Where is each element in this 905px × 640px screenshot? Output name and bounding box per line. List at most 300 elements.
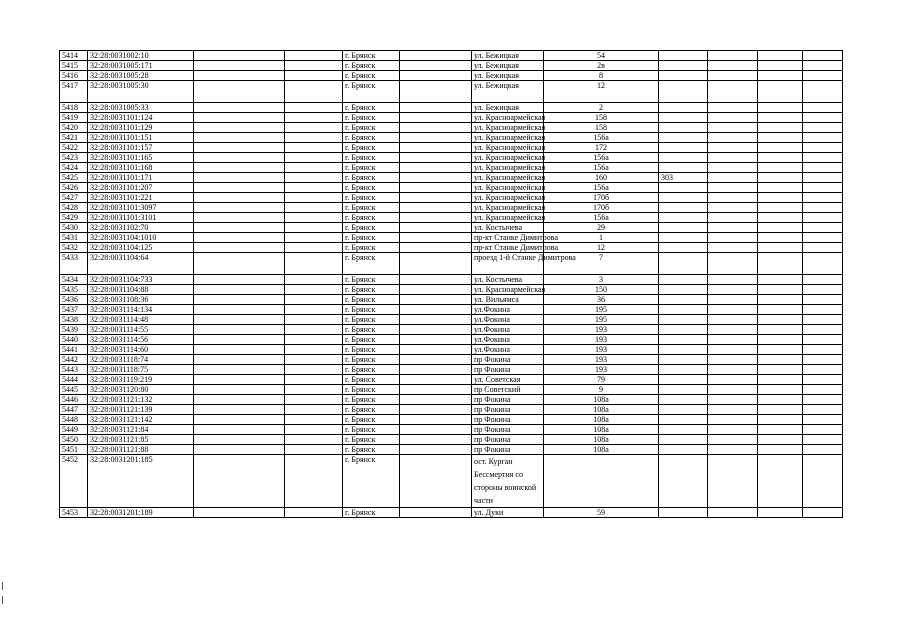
extra-number-cell <box>659 365 708 375</box>
house-number-cell <box>544 173 659 183</box>
city-cell <box>343 415 400 425</box>
empty-cell <box>803 425 843 435</box>
cadastral-number-cell <box>88 203 194 213</box>
table-row <box>60 243 843 253</box>
cadastral-number-cell <box>88 345 194 355</box>
cadastral-number-text: 32:28:0031120:80 <box>90 385 149 394</box>
empty-cell <box>285 335 343 345</box>
empty-cell <box>285 183 343 193</box>
street-cell <box>472 425 544 435</box>
cadastral-number-text: 32:28:0031005:171 <box>90 61 153 70</box>
house-number-text: 2в <box>597 61 605 70</box>
row-number-text: 5430 <box>62 223 78 232</box>
street-cell <box>472 183 544 193</box>
street-cell <box>472 51 544 61</box>
street-cell <box>472 113 544 123</box>
row-number-text: 5443 <box>62 365 78 374</box>
cadastral-number-text: 32:28:0031104:733 <box>90 275 153 284</box>
table-row <box>60 163 843 173</box>
extra-number-cell <box>659 253 708 275</box>
extra-number-cell <box>659 113 708 123</box>
empty-cell <box>708 71 758 81</box>
street-cell <box>472 275 544 285</box>
street-text: ул.Фокина <box>474 345 510 354</box>
row-number-cell <box>60 253 88 275</box>
house-number-text: 193 <box>595 345 607 354</box>
row-number-cell <box>60 395 88 405</box>
table-row <box>60 173 843 183</box>
house-number-text: 3 <box>599 275 603 284</box>
house-number-text: 1 <box>599 233 603 242</box>
empty-cell <box>708 103 758 113</box>
row-number-text: 5453 <box>62 508 78 517</box>
row-number-text: 5417 <box>62 81 78 90</box>
row-number-cell <box>60 455 88 508</box>
empty-cell <box>758 325 803 335</box>
city-text: г. Брянск <box>345 173 376 182</box>
street-text: ул. Красноармейская <box>474 143 546 152</box>
empty-cell <box>194 405 285 415</box>
cadastral-number-cell <box>88 355 194 365</box>
street-cell <box>472 385 544 395</box>
city-cell <box>343 508 400 518</box>
empty-cell <box>803 445 843 455</box>
empty-cell <box>708 445 758 455</box>
city-text: г. Брянск <box>345 183 376 192</box>
city-text: г. Брянск <box>345 415 376 424</box>
city-cell <box>343 315 400 325</box>
house-number-cell <box>544 405 659 415</box>
city-cell <box>343 71 400 81</box>
city-cell <box>343 365 400 375</box>
empty-cell <box>708 123 758 133</box>
street-cell <box>472 285 544 295</box>
empty-cell <box>400 163 472 173</box>
street-text: ул. Бежицкая <box>474 61 519 70</box>
cadastral-number-cell <box>88 113 194 123</box>
table-row <box>60 71 843 81</box>
empty-cell <box>803 375 843 385</box>
cadastral-number-cell <box>88 51 194 61</box>
empty-cell <box>400 375 472 385</box>
address-registry-table <box>59 50 843 518</box>
empty-cell <box>194 233 285 243</box>
house-number-text: 108а <box>593 415 609 424</box>
empty-cell <box>285 345 343 355</box>
house-number-text: 170б <box>592 193 610 202</box>
street-text: пр-кт Станке Димитрова <box>474 233 559 242</box>
empty-cell <box>194 445 285 455</box>
city-text: г. Брянск <box>345 355 376 364</box>
table-row <box>60 213 843 223</box>
house-number-text: 12 <box>597 243 605 252</box>
empty-cell <box>400 173 472 183</box>
house-number-text: 158 <box>595 113 607 122</box>
cadastral-number-cell <box>88 325 194 335</box>
empty-cell <box>758 71 803 81</box>
street-cell <box>472 395 544 405</box>
empty-cell <box>285 415 343 425</box>
city-text: г. Брянск <box>345 163 376 172</box>
street-cell <box>472 508 544 518</box>
empty-cell <box>708 143 758 153</box>
cadastral-number-cell <box>88 213 194 223</box>
row-number-text: 5448 <box>62 415 78 424</box>
cadastral-number-cell <box>88 163 194 173</box>
empty-cell <box>285 253 343 275</box>
cadastral-number-cell <box>88 193 194 203</box>
table-row <box>60 345 843 355</box>
table-row <box>60 315 843 325</box>
extra-number-cell <box>659 508 708 518</box>
street-cell <box>472 153 544 163</box>
empty-cell <box>708 385 758 395</box>
row-number-text: 5436 <box>62 295 78 304</box>
street-text: ул. Красноармейская <box>474 213 546 222</box>
row-number-text: 5433 <box>62 253 78 262</box>
empty-cell <box>194 123 285 133</box>
empty-cell <box>803 455 843 508</box>
city-cell <box>343 233 400 243</box>
empty-cell <box>285 455 343 508</box>
cadastral-number-cell <box>88 425 194 435</box>
empty-cell <box>400 223 472 233</box>
table-row <box>60 445 843 455</box>
street-cell <box>472 345 544 355</box>
row-number-text: 5439 <box>62 325 78 334</box>
empty-cell <box>708 355 758 365</box>
empty-cell <box>708 375 758 385</box>
row-number-cell <box>60 435 88 445</box>
city-text: г. Брянск <box>345 385 376 394</box>
row-number-text: 5425 <box>62 173 78 182</box>
cadastral-number-text: 32:28:0031101:124 <box>90 113 153 122</box>
street-cell <box>472 295 544 305</box>
empty-cell <box>758 223 803 233</box>
empty-cell <box>194 243 285 253</box>
street-text: пр Фокина <box>474 435 511 444</box>
empty-cell <box>194 71 285 81</box>
extra-number-cell <box>659 335 708 345</box>
row-number-text: 5424 <box>62 163 78 172</box>
cadastral-number-cell <box>88 103 194 113</box>
empty-cell <box>285 51 343 61</box>
cadastral-number-text: 32:28:0031104:1010 <box>90 233 157 242</box>
empty-cell <box>803 71 843 81</box>
street-text: ул. Красноармейская <box>474 285 546 294</box>
row-number-text: 5426 <box>62 183 78 192</box>
empty-cell <box>400 425 472 435</box>
empty-cell <box>803 183 843 193</box>
city-text: г. Брянск <box>345 103 376 112</box>
table-row <box>60 223 843 233</box>
street-text: ул. Костычева <box>474 223 522 232</box>
house-number-cell <box>544 315 659 325</box>
empty-cell <box>758 133 803 143</box>
extra-number-cell <box>659 355 708 365</box>
row-number-text: 5427 <box>62 193 78 202</box>
extra-number-cell <box>659 285 708 295</box>
table-row <box>60 233 843 243</box>
empty-cell <box>285 203 343 213</box>
empty-cell <box>400 415 472 425</box>
empty-cell <box>194 143 285 153</box>
empty-cell <box>194 455 285 508</box>
row-number-cell <box>60 335 88 345</box>
table-row <box>60 325 843 335</box>
empty-cell <box>708 153 758 163</box>
house-number-cell <box>544 415 659 425</box>
city-cell <box>343 455 400 508</box>
empty-cell <box>708 61 758 71</box>
extra-number-cell <box>659 183 708 193</box>
empty-cell <box>400 455 472 508</box>
row-number-text: 5415 <box>62 61 78 70</box>
street-text: ул.Фокина <box>474 305 510 314</box>
table-row <box>60 455 843 508</box>
extra-number-cell <box>659 295 708 305</box>
cadastral-number-text: 32:28:0031005:33 <box>90 103 149 112</box>
row-number-text: 5423 <box>62 153 78 162</box>
cadastral-number-text: 32:28:0031121:139 <box>90 405 153 414</box>
empty-cell <box>803 243 843 253</box>
table-row <box>60 123 843 133</box>
row-number-text: 5445 <box>62 385 78 394</box>
street-text: ул. Красноармейская <box>474 133 546 142</box>
empty-cell <box>400 233 472 243</box>
empty-cell <box>285 243 343 253</box>
empty-cell <box>758 508 803 518</box>
empty-cell <box>758 213 803 223</box>
street-text: пр Фокина <box>474 415 511 424</box>
empty-cell <box>285 435 343 445</box>
empty-cell <box>708 133 758 143</box>
row-number-cell <box>60 61 88 71</box>
row-number-cell <box>60 295 88 305</box>
empty-cell <box>708 455 758 508</box>
empty-cell <box>758 425 803 435</box>
empty-cell <box>758 285 803 295</box>
street-cell <box>472 233 559 243</box>
street-text: пр Фокина <box>474 395 511 404</box>
street-cell <box>472 405 544 415</box>
extra-number-cell <box>659 405 708 415</box>
street-text: пр Фокина <box>474 405 511 414</box>
house-number-cell <box>544 335 659 345</box>
city-cell <box>343 243 400 253</box>
street-text: ул. Красноармейская <box>474 193 546 202</box>
city-text: г. Брянск <box>345 275 376 284</box>
empty-cell <box>803 395 843 405</box>
row-number-cell <box>60 103 88 113</box>
row-number-text: 5435 <box>62 285 78 294</box>
table-row <box>60 103 843 113</box>
house-number-cell <box>544 223 659 233</box>
empty-cell <box>285 385 343 395</box>
cadastral-number-text: 32:28:0031114:134 <box>90 305 153 314</box>
cadastral-number-text: 32:28:0031118:75 <box>90 365 149 374</box>
street-cell <box>472 305 544 315</box>
empty-cell <box>708 163 758 173</box>
house-number-cell <box>544 183 659 193</box>
empty-cell <box>708 325 758 335</box>
city-cell <box>343 203 400 213</box>
empty-cell <box>285 123 343 133</box>
cadastral-number-cell <box>88 71 194 81</box>
empty-cell <box>708 415 758 425</box>
extra-number-cell <box>659 455 708 508</box>
empty-cell <box>400 133 472 143</box>
empty-cell <box>285 305 343 315</box>
empty-cell <box>758 183 803 193</box>
table-row <box>60 365 843 375</box>
extra-number-cell <box>659 233 708 243</box>
empty-cell <box>803 163 843 173</box>
cadastral-number-text: 32:28:0031121:142 <box>90 415 153 424</box>
extra-number-cell <box>659 103 708 113</box>
house-number-text: 156а <box>593 213 609 222</box>
city-text: г. Брянск <box>345 435 376 444</box>
house-number-cell <box>544 193 659 203</box>
empty-cell <box>758 253 803 275</box>
empty-cell <box>194 365 285 375</box>
house-number-cell <box>544 203 659 213</box>
city-text: г. Брянск <box>345 305 376 314</box>
house-number-cell <box>544 425 659 435</box>
empty-cell <box>708 295 758 305</box>
street-cell <box>472 103 544 113</box>
row-number-cell <box>60 445 88 455</box>
row-number-cell <box>60 71 88 81</box>
empty-cell <box>758 113 803 123</box>
city-text: г. Брянск <box>345 203 376 212</box>
house-number-text: 9 <box>599 385 603 394</box>
empty-cell <box>285 173 343 183</box>
table-row <box>60 405 843 415</box>
empty-cell <box>400 395 472 405</box>
city-cell <box>343 355 400 365</box>
empty-cell <box>803 345 843 355</box>
table-row <box>60 395 843 405</box>
table-row <box>60 133 843 143</box>
cadastral-number-cell <box>88 61 194 71</box>
street-cell <box>472 415 544 425</box>
cadastral-number-cell <box>88 385 194 395</box>
house-number-cell <box>544 71 659 81</box>
street-text: пр Советский <box>474 385 521 394</box>
street-text: ул. Дуки <box>474 508 504 517</box>
table-row <box>60 385 843 395</box>
extra-number-cell <box>659 445 708 455</box>
street-text: пр Фокина <box>474 445 511 454</box>
cadastral-number-cell <box>88 143 194 153</box>
extra-number-cell <box>659 153 708 163</box>
empty-cell <box>803 173 843 183</box>
empty-cell <box>708 285 758 295</box>
empty-cell <box>758 61 803 71</box>
empty-cell <box>194 385 285 395</box>
city-cell <box>343 223 400 233</box>
empty-cell <box>708 508 758 518</box>
empty-cell <box>803 385 843 395</box>
empty-cell <box>803 508 843 518</box>
empty-cell <box>803 275 843 285</box>
empty-cell <box>194 51 285 61</box>
cadastral-number-cell <box>88 445 194 455</box>
row-number-text: 5434 <box>62 275 78 284</box>
empty-cell <box>758 153 803 163</box>
empty-cell <box>285 113 343 123</box>
empty-cell <box>758 305 803 315</box>
empty-cell <box>400 113 472 123</box>
empty-cell <box>194 193 285 203</box>
city-text: г. Брянск <box>345 455 376 464</box>
empty-cell <box>708 405 758 415</box>
table-row <box>60 153 843 163</box>
empty-cell <box>758 103 803 113</box>
street-text: ост. Курган Бессмертия со стороны воинской части <box>474 457 537 505</box>
extra-number-cell <box>659 315 708 325</box>
cadastral-number-text: 32:28:0031201:185 <box>90 455 153 464</box>
empty-cell <box>758 435 803 445</box>
table-row <box>60 275 843 285</box>
empty-cell <box>400 315 472 325</box>
extra-number-cell <box>659 81 708 103</box>
empty-cell <box>758 51 803 61</box>
table-row <box>60 61 843 71</box>
empty-cell <box>758 193 803 203</box>
cadastral-number-text: 32:28:0031114:60 <box>90 345 149 354</box>
house-number-cell <box>544 133 659 143</box>
row-number-cell <box>60 275 88 285</box>
street-text: ул. Костычева <box>474 275 522 284</box>
empty-cell <box>708 233 758 243</box>
street-text: ул. Бежицкая <box>474 71 519 80</box>
city-cell <box>343 193 400 203</box>
table-row <box>60 203 843 213</box>
cadastral-number-cell <box>88 275 194 285</box>
empty-cell <box>400 71 472 81</box>
cadastral-number-cell <box>88 153 194 163</box>
cadastral-number-cell <box>88 395 194 405</box>
house-number-text: 7 <box>599 253 603 262</box>
city-text: г. Брянск <box>345 81 376 90</box>
cadastral-number-text: 32:28:0031108:36 <box>90 295 149 304</box>
house-number-text: 12 <box>597 81 605 90</box>
house-number-cell <box>544 285 659 295</box>
house-number-text: 54 <box>597 51 605 60</box>
empty-cell <box>708 253 758 275</box>
extra-number-cell <box>659 395 708 405</box>
empty-cell <box>708 365 758 375</box>
empty-cell <box>803 335 843 345</box>
cadastral-number-cell <box>88 295 194 305</box>
house-number-text: 150 <box>595 285 607 294</box>
row-number-text: 5428 <box>62 203 78 212</box>
empty-cell <box>285 375 343 385</box>
document-sheet <box>59 50 843 518</box>
empty-cell <box>400 275 472 285</box>
house-number-cell <box>544 123 659 133</box>
house-number-cell <box>544 395 659 405</box>
empty-cell <box>803 355 843 365</box>
street-cell <box>472 163 544 173</box>
cadastral-number-text: 32:28:0031114:56 <box>90 335 149 344</box>
cadastral-number-cell <box>88 335 194 345</box>
extra-number-cell <box>659 223 708 233</box>
city-cell <box>343 385 400 395</box>
cadastral-number-cell <box>88 243 194 253</box>
